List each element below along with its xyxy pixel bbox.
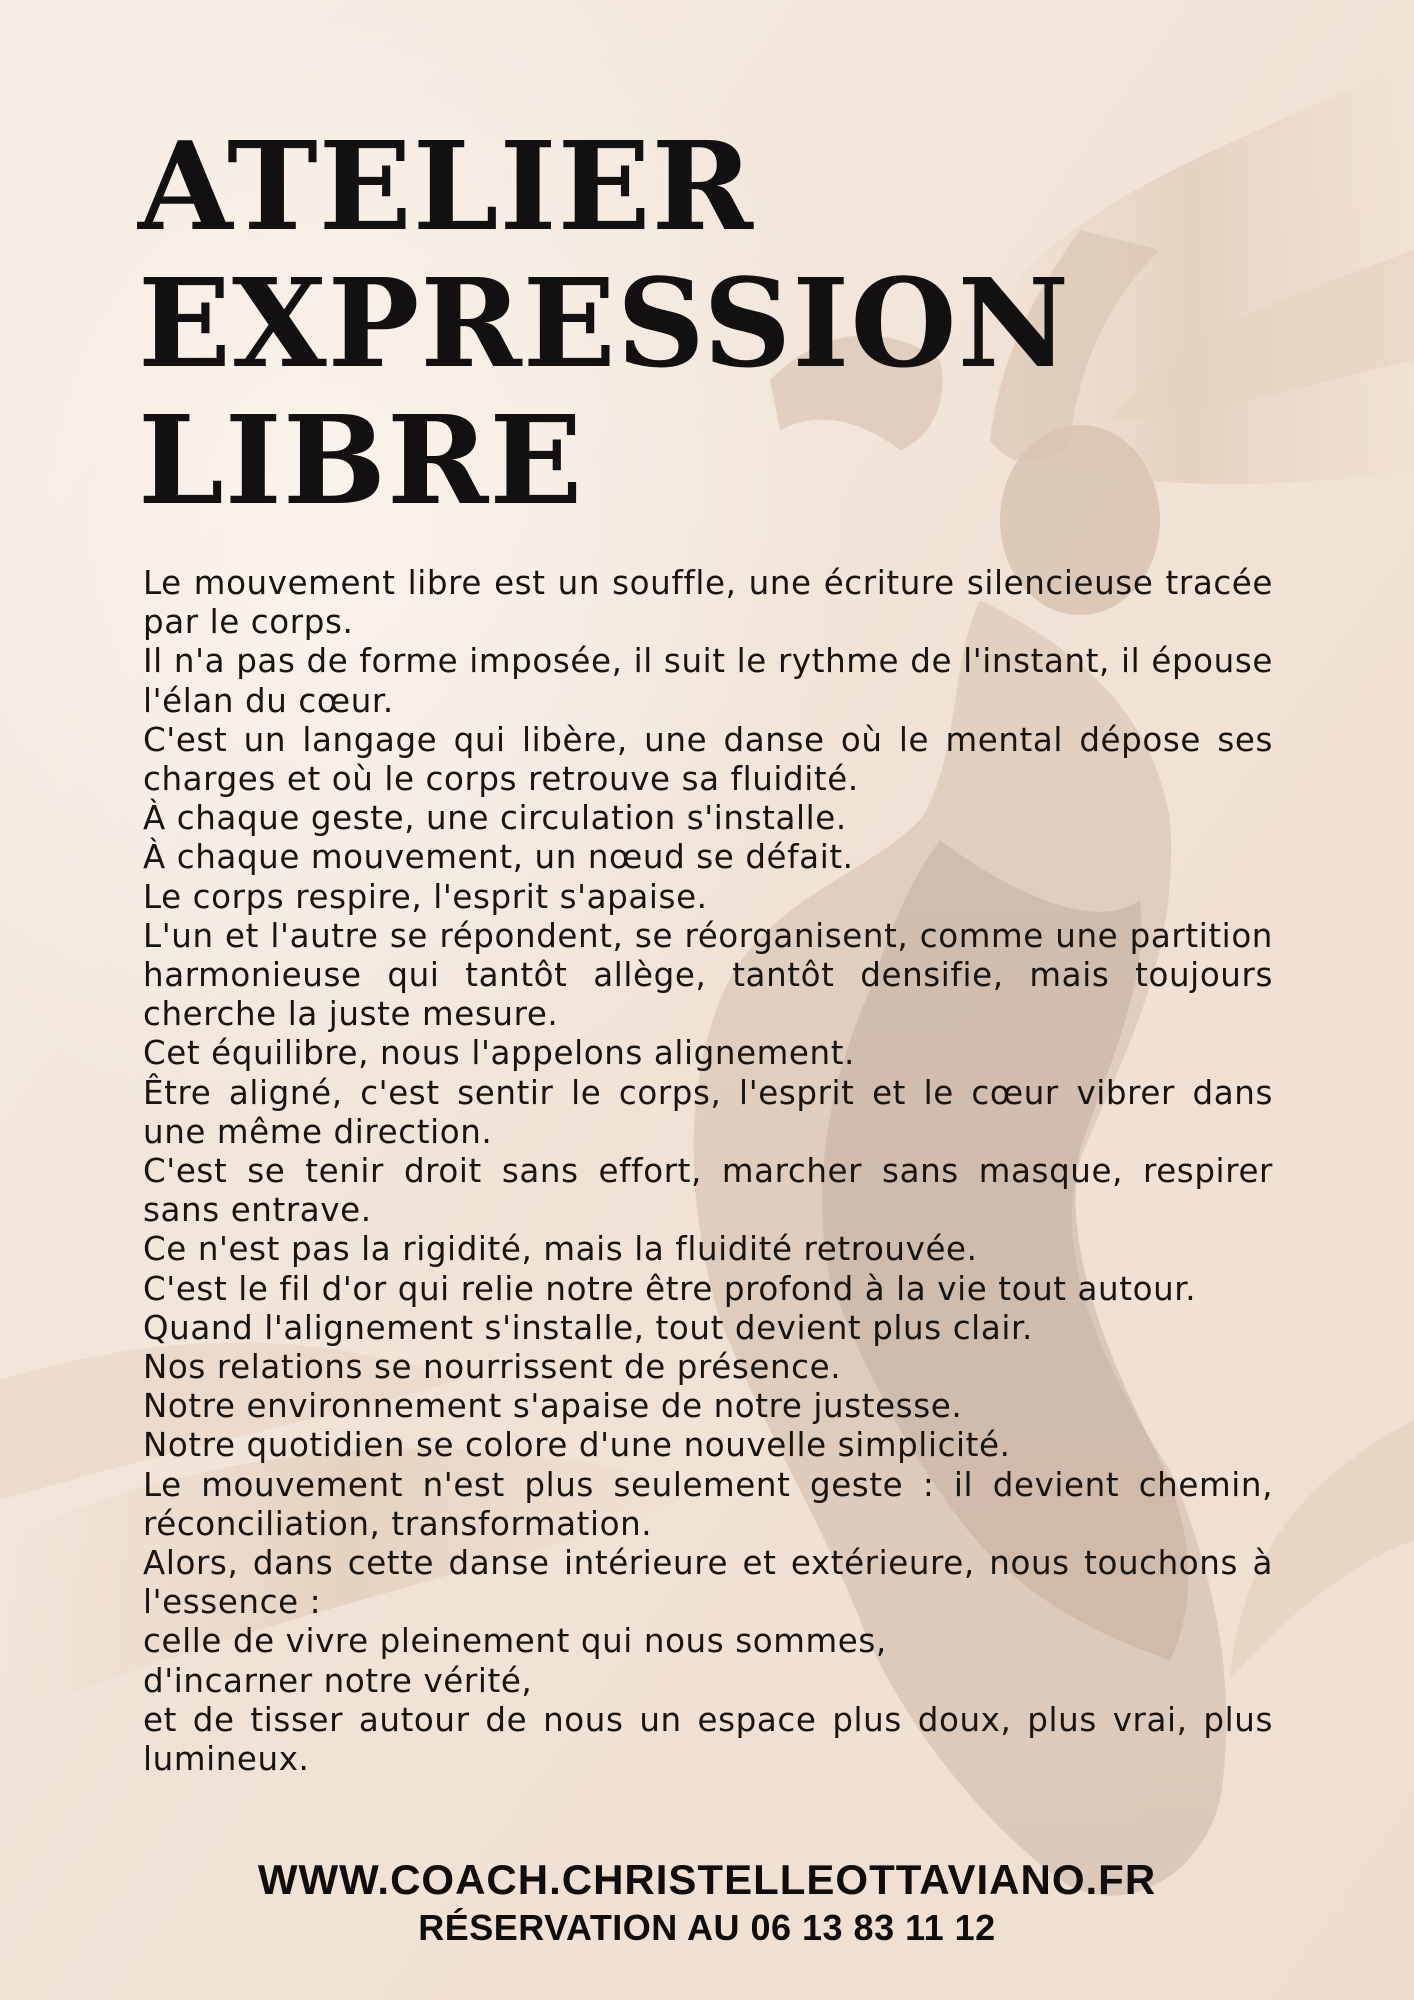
paragraph-line: C'est un langage qui libère, une danse où le mental dépose ses charges et où le corps retrouve sa fluidité. [143, 720, 1273, 799]
paragraph-line: Cet équilibre, nous l'appelons alignement. [143, 1034, 855, 1073]
paragraph-line: Alors, dans cette danse intérieure et extérieure, nous touchons à l'essence : [143, 1544, 1273, 1622]
paragraph-line: Ce n'est pas la rigidité, mais la fluidité retrouvée. [143, 1230, 978, 1269]
paragraph-line: d'incarner notre vérité, [143, 1661, 533, 1700]
paragraph-line: Le mouvement libre est un souffle, une écriture silencieuse tracée par le corps. [143, 564, 1273, 642]
paragraph-line: Le corps respire, l'esprit s'apaise. [143, 877, 708, 916]
reservation-phone: RÉSERVATION AU 06 13 83 11 12 [418, 1907, 996, 1948]
paragraph-line: Il n'a pas de forme imposée, il suit le rythme de l'instant, il épouse l'élan du cœur. [143, 642, 1273, 720]
contact-footer [0, 1856, 1414, 1950]
paragraph-line: celle de vivre pleinement qui nous sommes, [143, 1622, 887, 1661]
paragraph-line: C'est se tenir droit sans effort, marcher sans masque, respirer sans entrave. [143, 1152, 1273, 1230]
paragraph-line: C'est le fil d'or qui relie notre être profond à la vie tout autour. [143, 1269, 1197, 1308]
paragraph-line: Notre quotidien se colore d'une nouvelle simplicité. [143, 1426, 1011, 1465]
paragraph-line: À chaque mouvement, un nœud se défait. [143, 838, 854, 877]
paragraph-line: Être aligné, c'est sentir le corps, l'esprit et le cœur vibrer dans une même direction. [143, 1073, 1273, 1151]
paragraph-line: À chaque geste, une circulation s'installe. [143, 799, 847, 838]
title-line: LIBRE [138, 388, 584, 532]
paragraph-line: et de tisser autour de nous un espace plus doux, plus vrai, plus lumineux. [143, 1700, 1273, 1779]
paragraph-line: Notre environnement s'apaise de notre justesse. [143, 1387, 963, 1426]
paragraph-line: Le mouvement n'est plus seulement geste : il devient chemin, réconciliation, transformation. [143, 1465, 1273, 1543]
title-line: EXPRESSION [138, 251, 1071, 395]
body-text [143, 564, 1273, 1779]
page-title [138, 114, 1071, 532]
paragraph-line: Nos relations se nourrissent de présence. [143, 1348, 842, 1387]
title-line: ATELIER [138, 114, 754, 258]
website-link[interactable]: WWW.COACH.CHRISTELLEOTTAVIANO.FR [257, 1856, 1157, 1903]
paragraph-line: Quand l'alignement s'installe, tout devient plus clair. [143, 1308, 1033, 1347]
paragraph-line: L'un et l'autre se répondent, se réorganisent, comme une partition harmonieuse qui tantôt allège, tantôt densifie, mais toujours cherche la juste mesure. [143, 916, 1273, 1034]
